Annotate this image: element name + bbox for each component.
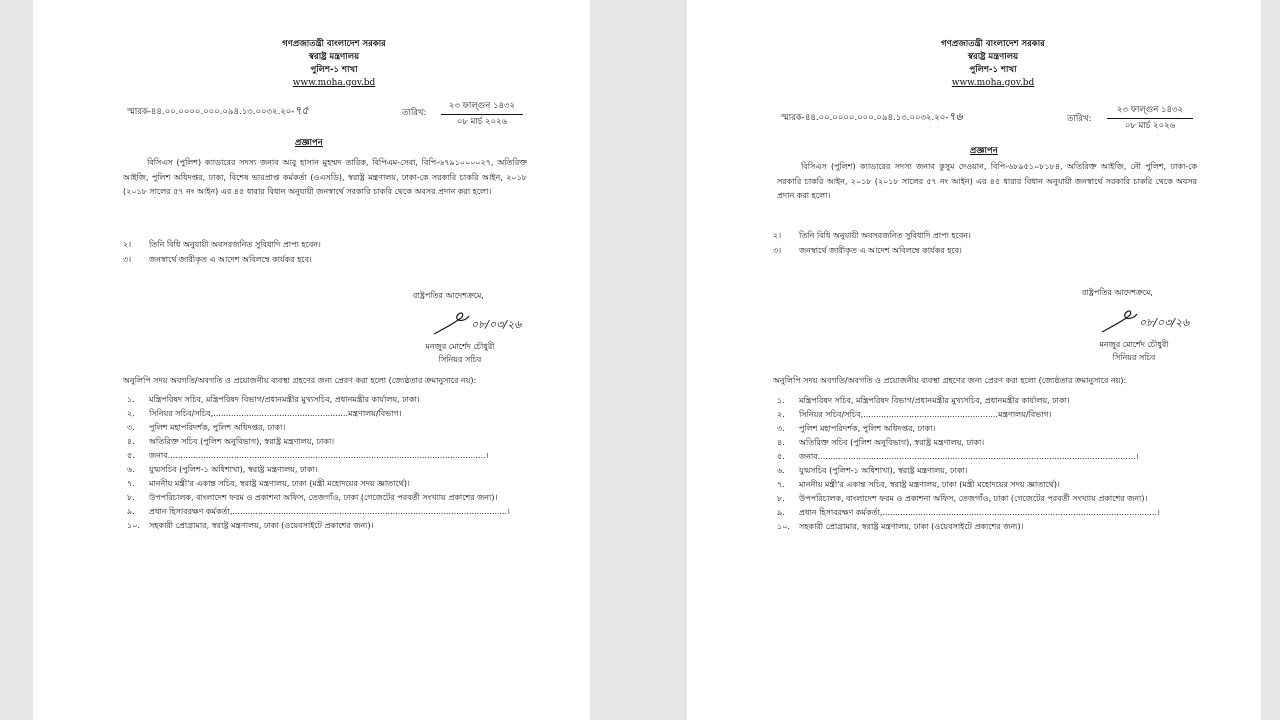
- list-item: [777, 450, 1160, 464]
- item-text: তিনি বিধি অনুযায়ী অবসরজনিত সুবিধাদি প্রাপ্য হবেন।: [799, 231, 971, 241]
- list-item: [777, 478, 1160, 492]
- signatory-designation: সিনিয়র সচিব: [438, 355, 482, 364]
- memo-number-handwritten: ৭৬: [948, 110, 963, 123]
- ministry-name: স্বরাষ্ট্র মন্ত্রণালয়: [967, 52, 1019, 62]
- signature-date: ০৮/০৩/২৬: [1139, 316, 1190, 329]
- signatory-designation: সিনিয়র সচিব: [1112, 353, 1156, 362]
- copy-heading: অনুলিপি সদয় অবগতি/অবগতি ও প্রয়োজনীয় ব্যবস্থা গ্রহণের জন্য প্রেরণ করা হলো (জ্যেষ্ঠতার ক্রমানুসারে নয়):: [123, 376, 477, 385]
- date-bengali: ২৩ ফাল্গুন ১৪৩২: [441, 101, 523, 115]
- memo-number: [781, 110, 963, 125]
- document-page-left: [33, 0, 590, 720]
- copy-item-text: প্রধান হিসাবরক্ষণ কর্মকর্তা,............................................................................................................।: [799, 507, 1160, 517]
- copy-item-text: সিনিয়র সচিব/সচিব,.....................................................মন্ত্রণালয়/বিভাগ।: [799, 409, 1052, 419]
- date-gregorian: ০৮ মার্চ ২০২৬: [1124, 121, 1176, 132]
- government-name: গণপ্রজাতন্ত্রী বাংলাদেশ সরকার: [282, 39, 386, 49]
- copy-item-number: ৪.: [777, 437, 785, 447]
- copy-item-text: সহকারী প্রোগ্রামার, স্বরাষ্ট্র মন্ত্রণালয়, ঢাকা (ওয়েবসাইটে প্রকাশের জন্য)।: [799, 521, 1024, 531]
- copy-item-text: অতিরিক্ত সচিব (পুলিশ অনুবিভাগ), স্বরাষ্ট্র মন্ত্রণালয়, ঢাকা।: [149, 436, 335, 446]
- copy-item-number: ৬.: [777, 465, 785, 475]
- copy-item-number: ১০.: [777, 521, 790, 531]
- date-block: [1107, 105, 1193, 133]
- item-number: ৩।: [773, 246, 782, 256]
- signatory-name: মনজুর মোর্শেদ চৌধুরী: [1099, 340, 1169, 349]
- copy-item-text: সহকারী প্রোগ্রামার, স্বরাষ্ট্র মন্ত্রণালয়, ঢাকা (ওয়েবসাইটে প্রকাশের জন্য)।: [149, 520, 374, 530]
- date-bengali: ২৩ ফাল্গুন ১৪৩২: [1107, 105, 1193, 119]
- list-item: [127, 519, 510, 533]
- order-phrase: রাষ্ট্রপতির আদেশক্রমে,: [413, 291, 484, 300]
- document-page-right: [687, 0, 1261, 720]
- list-item: [127, 477, 510, 491]
- copy-item-number: ৮.: [127, 492, 135, 502]
- copy-item-number: ৬.: [127, 464, 135, 474]
- copy-item-text: জনাব.............................................................................................................................।: [799, 451, 1139, 461]
- list-item: [127, 463, 510, 477]
- list-item: [777, 520, 1160, 534]
- copy-list: [777, 394, 1160, 534]
- item-text: জনস্বার্থে জারীকৃত এ আদেশ অবিলম্বে কার্যকর হবে।: [149, 255, 312, 265]
- copy-item-text: জনাব.............................................................................................................................।: [149, 450, 489, 460]
- item-number: ৩।: [123, 255, 132, 265]
- copy-item-text: যুগ্মসচিব (পুলিশ-১ অধিশাখা), স্বরাষ্ট্র মন্ত্রণালয়, ঢাকা।: [149, 464, 318, 474]
- item-text: তিনি বিধি অনুযায়ী অবসরজনিত সুবিধাদি প্রাপ্য হবেন।: [149, 240, 321, 250]
- copy-item-text: মাননীয় মন্ত্রী'র একান্ত সচিব, স্বরাষ্ট্র মন্ত্রণালয়, ঢাকা (মন্ত্রী মহোদয়ের সদয় জ্ঞাতার্থে)।: [799, 479, 1060, 489]
- list-item: [777, 436, 1160, 450]
- list-item: [777, 422, 1160, 436]
- notification-body: বিসিএস (পুলিশ) ক্যাডারের সদস্য জনাব কুসুম দেওয়ান, বিপি-৬৮৯৫১০৮১৮৪, অতিরিক্ত আইজি, নৌ পুলিশ, ঢাকা-কে সরকারি চাকরি আইন, ২০১৮ (২০১৮ সালের ৫৭ নং আইন) এর ৪৫ ধারার বিধান অনুযায়ী জনস্বার্থে সরকারি চাকরি থেকে অবসর প্রদান করা হলো।: [777, 162, 1197, 200]
- letterhead: [868, 38, 1118, 90]
- date-gregorian: ০৮ মার্চ ২০২৬: [456, 117, 508, 128]
- item-text: জনস্বার্থে জারীকৃত এ আদেশ অবিলম্বে কার্যকর হবে।: [799, 246, 962, 256]
- list-item: [127, 435, 510, 449]
- letterhead: [209, 38, 459, 90]
- copy-item-number: ১.: [127, 394, 135, 404]
- copy-item-number: ৯.: [777, 507, 785, 517]
- copy-item-text: উপপরিচালক, বাংলাদেশ ফরম ও প্রকাশনা অফিস, তেজগাঁও, ঢাকা (গেজেটের পরবর্তী সংখ্যায় প্রকাশের জন্য)।: [149, 492, 498, 502]
- memo-number-text: স্মারক-৪৪.০০.০০০০.০০০.০৯৪.১৩.০০৩২.২০-: [127, 107, 295, 117]
- list-item: [777, 492, 1160, 506]
- government-name: গণপ্রজাতন্ত্রী বাংলাদেশ সরকার: [941, 39, 1045, 49]
- copy-item-number: ৩.: [777, 423, 785, 433]
- copy-item-number: ৭.: [127, 478, 135, 488]
- list-item: [777, 408, 1160, 422]
- website-link[interactable]: www.moha.gov.bd: [951, 78, 1035, 88]
- copy-item-text: মন্ত্রিপরিষদ সচিব, মন্ত্রিপরিষদ বিভাগ/প্রধানমন্ত্রীর মুখ্যসচিব, প্রধানমন্ত্রীর কার্যালয়, ঢাকা।: [149, 394, 420, 404]
- list-item: [127, 505, 510, 519]
- copy-item-number: ২.: [777, 409, 785, 419]
- item-number: ২।: [123, 240, 132, 250]
- copy-item-number: ২.: [127, 408, 135, 418]
- section-name: পুলিশ-১ শাখা: [310, 65, 358, 75]
- copy-item-text: পুলিশ মহাপরিদর্শক, পুলিশ অধিদপ্তর, ঢাকা।: [149, 422, 286, 432]
- list-item: [777, 506, 1160, 520]
- list-item: [127, 393, 510, 407]
- list-item: [777, 394, 1160, 408]
- copy-heading: অনুলিপি সদয় অবগতি/অবগতি ও প্রয়োজনীয় ব্যবস্থা গ্রহণের জন্য প্রেরণ করা হলো (জ্যেষ্ঠতার ক্রমানুসারে নয়):: [773, 376, 1127, 385]
- copy-list: [127, 393, 510, 533]
- copy-item-number: ৫.: [777, 451, 785, 461]
- copy-item-number: ৫.: [127, 450, 135, 460]
- item-number: ২।: [773, 231, 782, 241]
- notification-body: বিসিএস (পুলিশ) ক্যাডারের সদস্য জনাব আবু হাসান মুহম্মদ তারিক, বিপিএম-সেবা, বিপি-৬৭৯১০০০০২৭, অতিরিক্ত আইজি, পুলিশ অধিদপ্তর, ঢাকা, বিশেষ ভারপ্রাপ্ত কর্মকর্তা (ওএসডি), স্বরাষ্ট্র মন্ত্রণালয়, ঢাকা-কে সরকারি চাকরি আইন, ২০১৮ (২০১৮ সালের ৫৭ নং আইন) এর ৪৫ ধারার বিধান অনুযায়ী জনস্বার্থে সরকারি চাকরি থেকে অবসর প্রদান করা হলো।: [123, 158, 528, 196]
- copy-item-text: যুগ্মসচিব (পুলিশ-১ অধিশাখা), স্বরাষ্ট্র মন্ত্রণালয়, ঢাকা।: [799, 465, 968, 475]
- copy-item-text: অতিরিক্ত সচিব (পুলিশ অনুবিভাগ), স্বরাষ্ট্র মন্ত্রণালয়, ঢাকা।: [799, 437, 985, 447]
- signature-scrawl: [1099, 300, 1203, 336]
- section-name: পুলিশ-১ শাখা: [969, 65, 1017, 75]
- list-item: [777, 464, 1160, 478]
- copy-item-number: ৯.: [127, 506, 135, 516]
- copy-item-number: ১০.: [127, 520, 140, 530]
- list-item: [127, 449, 510, 463]
- copy-item-text: সিনিয়র সচিব/সচিব,.....................................................মন্ত্রণালয়/বিভাগ।: [149, 408, 402, 418]
- list-item: [127, 421, 510, 435]
- copy-item-text: মন্ত্রিপরিষদ সচিব, মন্ত্রিপরিষদ বিভাগ/প্রধানমন্ত্রীর মুখ্যসচিব, প্রধানমন্ত্রীর কার্যালয়, ঢাকা।: [799, 395, 1070, 405]
- copy-item-number: ৪.: [127, 436, 135, 446]
- copy-item-number: ৩.: [127, 422, 135, 432]
- notification-title: প্রজ্ঞাপন: [970, 146, 998, 156]
- date-label: তারিখ:: [402, 108, 427, 118]
- list-item: [127, 407, 510, 421]
- memo-number: [127, 104, 309, 119]
- signatory-name: মনজুর মোর্শেদ চৌধুরী: [425, 342, 495, 351]
- order-items: [123, 238, 527, 268]
- copy-item-number: ৭.: [777, 479, 785, 489]
- ministry-name: স্বরাষ্ট্র মন্ত্রণালয়: [308, 52, 360, 62]
- order-phrase: রাষ্ট্রপতির আদেশক্রমে,: [1082, 288, 1153, 297]
- date-label: তারিখ:: [1067, 114, 1092, 124]
- list-item: [773, 229, 1193, 244]
- copy-item-number: ৮.: [777, 493, 785, 503]
- notification-title: প্রজ্ঞাপন: [295, 138, 323, 148]
- signatory-block: [405, 340, 515, 366]
- date-block: [441, 101, 523, 129]
- list-item: [123, 253, 527, 268]
- memo-number-text: স্মারক-৪৪.০০.০০০০.০০০.০৯৪.১৩.০০৩২.২০-: [781, 113, 949, 123]
- signature-scrawl: [431, 304, 531, 338]
- list-item: [127, 491, 510, 505]
- list-item: [773, 244, 1193, 259]
- copy-item-number: ১.: [777, 395, 785, 405]
- copy-item-text: পুলিশ মহাপরিদর্শক, পুলিশ অধিদপ্তর, ঢাকা।: [799, 423, 936, 433]
- signatory-block: [1079, 338, 1189, 364]
- order-items: [773, 229, 1193, 259]
- copy-item-text: উপপরিচালক, বাংলাদেশ ফরম ও প্রকাশনা অফিস, তেজগাঁও, ঢাকা (গেজেটের পরবর্তী সংখ্যায় প্রকাশের জন্য)।: [799, 493, 1148, 503]
- website-link[interactable]: www.moha.gov.bd: [292, 78, 376, 88]
- copy-item-text: মাননীয় মন্ত্রী'র একান্ত সচিব, স্বরাষ্ট্র মন্ত্রণালয়, ঢাকা (মন্ত্রী মহোদয়ের সদয় জ্ঞাতার্থে)।: [149, 478, 410, 488]
- list-item: [123, 238, 527, 253]
- memo-number-handwritten: ৭৫: [294, 104, 309, 117]
- signature-date: ০৮/০৩/২৬: [471, 318, 522, 331]
- copy-item-text: প্রধান হিসাবরক্ষণ কর্মকর্তা,............................................................................................................।: [149, 506, 510, 516]
